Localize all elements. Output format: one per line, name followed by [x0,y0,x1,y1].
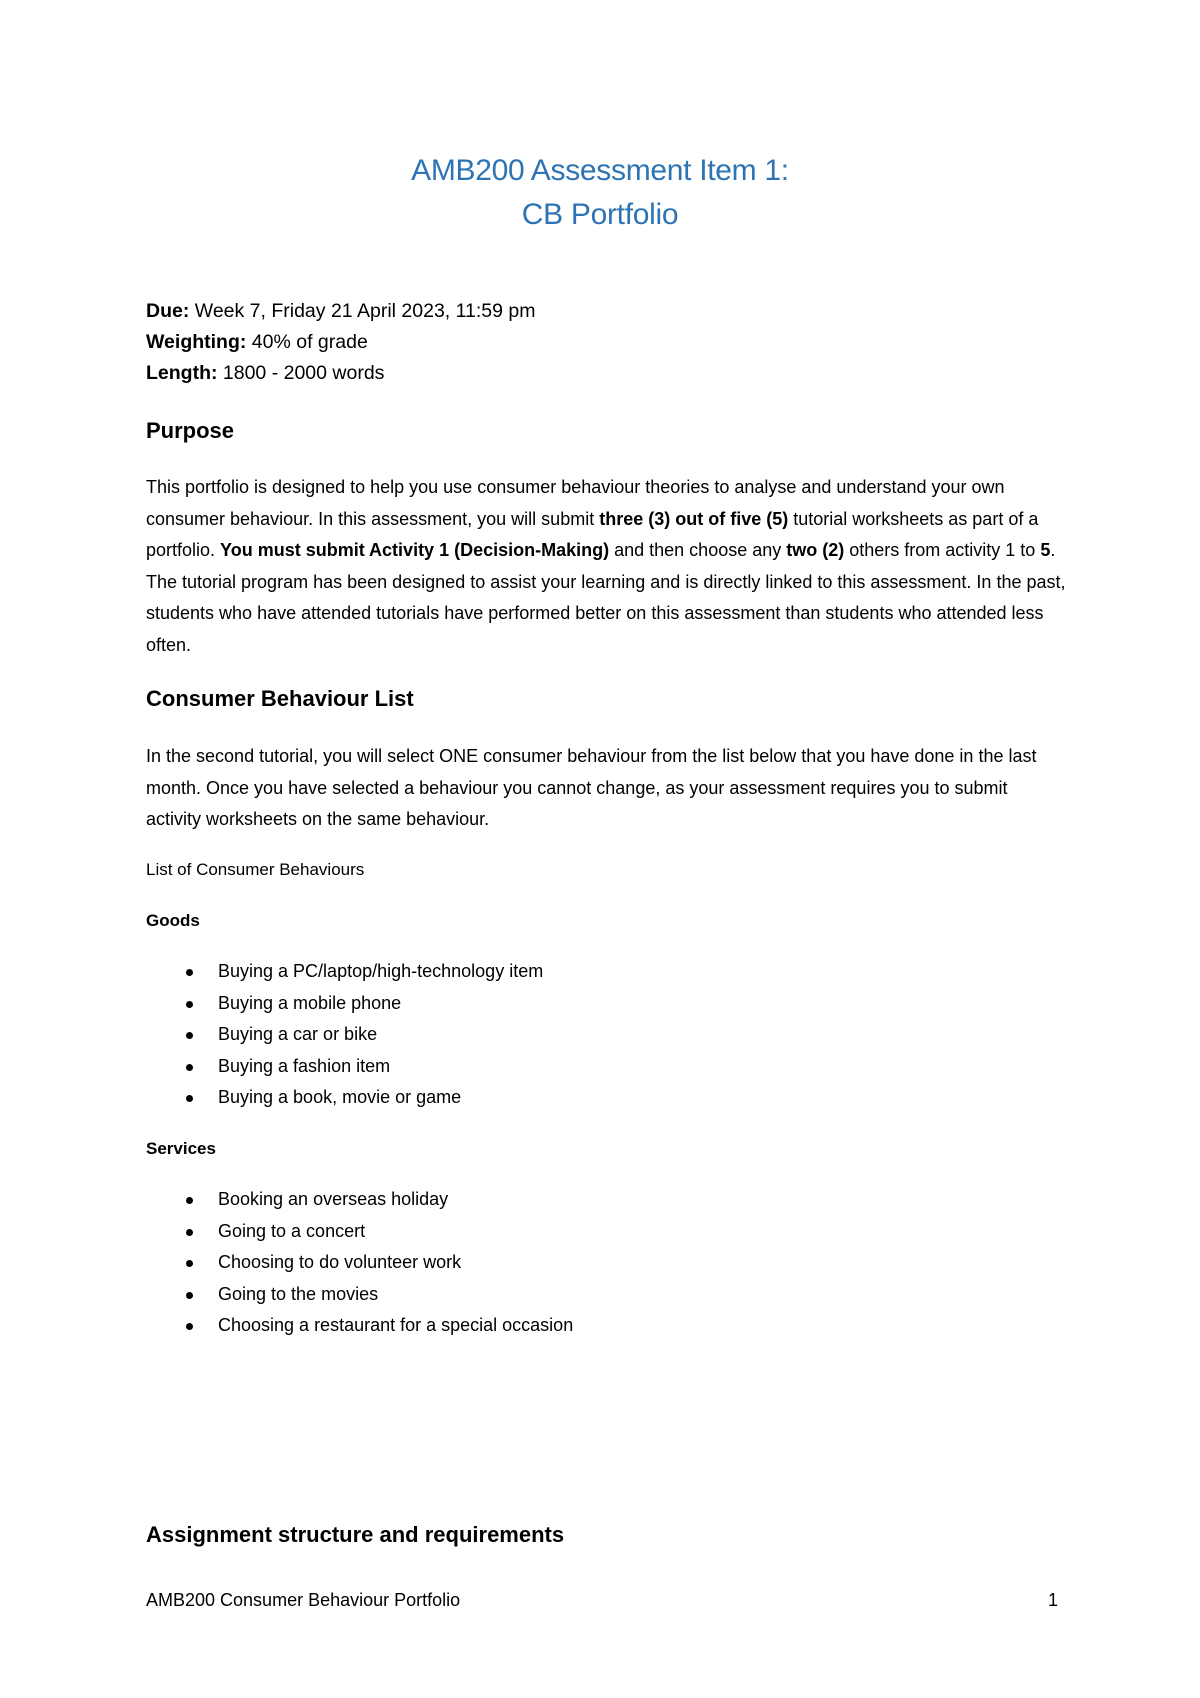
bullet-icon [186,969,193,976]
purpose-bold-4: 5 [1040,540,1051,560]
list-item: Choosing a restaurant for a special occasion [186,1310,573,1342]
length-line: Length: 1800 - 2000 words [146,362,385,384]
document-title-line-2: CB Portfolio [521,198,679,231]
goods-list [186,956,543,1114]
document-title-line-1: AMB200 Assessment Item 1: [411,154,789,187]
purpose-bold-2: You must submit Activity 1 (Decision-Making) [220,540,610,560]
list-item: Buying a book, movie or game [186,1082,543,1114]
list-item: Buying a fashion item [186,1051,543,1083]
purpose-paragraph [146,472,1066,661]
list-item: Booking an overseas holiday [186,1184,573,1216]
list-item: Choosing to do volunteer work [186,1247,573,1279]
bullet-icon [186,1260,193,1267]
services-list [186,1184,573,1342]
bullet-icon [186,1064,193,1071]
length-label: Length [146,362,211,384]
footer-text: AMB200 Consumer Behaviour Portfolio [146,1590,461,1610]
list-title: List of Consumer Behaviours [146,860,365,879]
bullet-icon [186,1095,193,1102]
due-label: Due [146,300,183,322]
bullet-icon [186,1292,193,1299]
services-heading: Services [146,1139,216,1158]
cb-list-intro: In the second tutorial, you will select ONE consumer behaviour from the list below that you have done in the last month. Once you have selected a behaviour you cannot change, as your assessment requires you to submit activity worksheets on the same behaviour. [146,746,1037,829]
weighting-label: Weighting [146,331,240,353]
purpose-bold-1: three (3) out of five (5) [599,508,789,529]
list-item: Going to a concert [186,1216,573,1248]
purpose-text-4: others from activity 1 to [844,540,1041,560]
goods-heading: Goods [146,911,200,930]
structure-heading: Assignment structure and requirements [146,1522,565,1547]
purpose-text-1: This portfolio is designed to help you use consumer behaviour theories to analyse and understand your own consumer behaviour. In this assessment, you will submit [146,477,1005,529]
bullet-icon [186,1001,193,1008]
purpose-text-2: tutorial worksheets as part of a portfolio. [146,508,1039,560]
purpose-text-3: and then choose any [609,540,787,560]
purpose-text-5: . The tutorial program has been designed to assist your learning and is directly linked to this assessment. In the past, students who have attended tutorials have performed better on this assessment than students who attended less often. [146,540,1066,655]
list-item: Going to the movies [186,1279,573,1311]
length-value: 1800 - 2000 words [217,362,385,384]
purpose-heading: Purpose [146,418,235,443]
bullet-icon [186,1032,193,1039]
bullet-icon [186,1323,193,1330]
weighting-line: Weighting: 40% of grade [146,331,368,353]
list-item: Buying a mobile phone [186,988,543,1020]
purpose-bold-3: two (2) [786,540,845,560]
cb-list-heading: Consumer Behaviour List [146,686,414,711]
due-value: Week 7, Friday 21 April 2023, 11:59 pm [189,300,536,322]
weighting-value: 40% of grade [246,331,368,353]
due-line: Due: Week 7, Friday 21 April 2023, 11:59 pm [146,300,536,322]
page-number: 1 [1048,1590,1059,1610]
list-item: Buying a PC/laptop/high-technology item [186,956,543,988]
bullet-icon [186,1229,193,1236]
list-item: Buying a car or bike [186,1019,543,1051]
bullet-icon [186,1197,193,1204]
assessment-meta [146,296,535,389]
